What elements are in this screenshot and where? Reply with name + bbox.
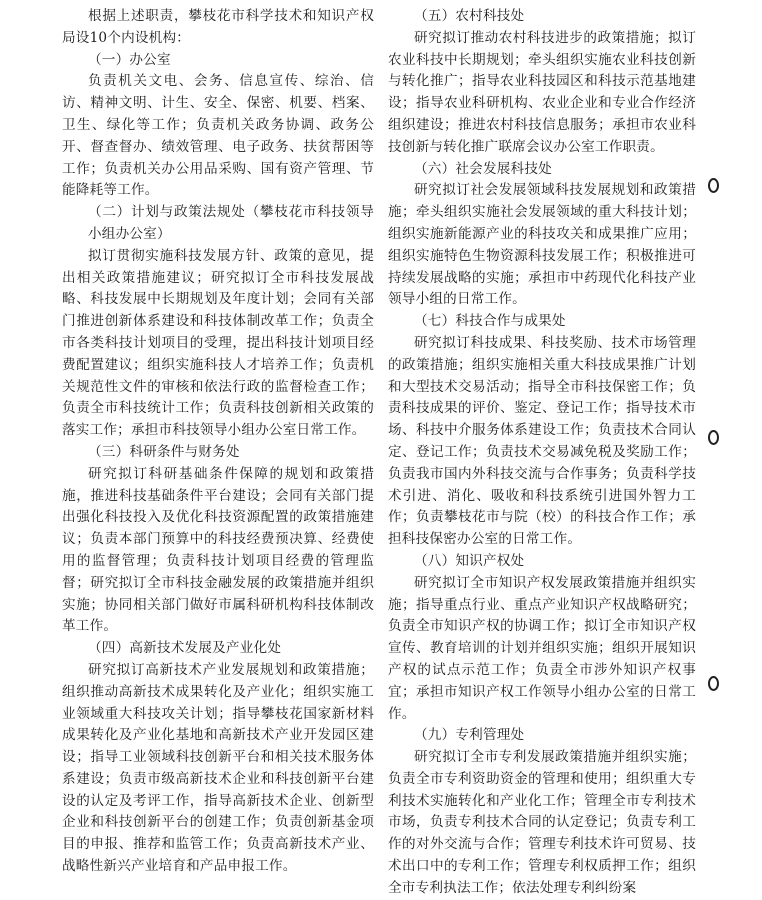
left-text-column [62, 6, 374, 878]
section-heading: （一）办公室 [88, 51, 171, 68]
body-paragraph: 研究拟订全市专利发展政策措施并组织实施；负责全市专利资助资金的管理和使用；组织重大专利技术实施转化和产业化工作；管理全市专利技术市场，负责专利技术合同的认定登记；负责专利工作的对外交流与合作；管理专利技术许可贸易、技术出口中的专利工作；管理专利权质押工作；组织全市专利执法工作；依法处理专利纠纷案 [388, 749, 696, 896]
binding-hole-mark-bottom [708, 676, 719, 691]
binding-hole-mark-middle [708, 430, 719, 445]
section-heading: （六）社会发展科技处 [414, 160, 552, 177]
body-paragraph: 拟订贯彻实施科技发展方针、政策的意见，提出相关政策措施建议；研究拟订全市科技发展战略、科技发展中长期规划及年度计划；会同有关部门推进创新体系建设和科技体制改革工作；负责全市各类科技计划项目的受理，提出科技计划项目经费配置建议；组织实施科技人才培养工作；负责机关规范性文件的审核和依法行政的监督检查工作；负责全市科技统计工作；负责科技创新相关政策的落实工作；承担市科技领导小组办公室日常工作。 [62, 247, 374, 439]
section-heading: （四）高新技术发展及产业化处 [88, 640, 282, 657]
body-paragraph: 研究拟订高新技术产业发展规划和政策措施；组织推动高新技术成果转化及产业化；组织实施工业领域重大科技攻关计划；指导攀枝花国家新材料成果转化及产业化基地和高新技术产业开发园区建设；指导工业领域科技创新平台和相关技术服务体系建设；负责市级高新技术企业和科技创新平台建设的认定及考评工作，指导高新技术企业、创新型企业和科技创新平台的创建工作；负责创新基金项目的申报、推荐和监管工作；负责高新技术产业、战略性新兴产业培育和产品申报工作。 [62, 661, 374, 875]
binding-hole-mark-top [708, 178, 719, 193]
body-paragraph: 研究拟订社会发展领域科技发展规划和政策措施；牵头组织实施社会发展领域的重大科技计划；组织实施新能源产业的科技攻关和成果推广应用；组织实施特色生物资源科技发展工作；积极推进可持续发展战略的实施；承担市中药现代化科技产业领导小组的日常工作。 [388, 182, 696, 308]
section-heading: （二）计划与政策法规处（攀枝花市科技领导小组办公室） [88, 204, 374, 242]
section-heading: （三）科研条件与财务处 [88, 443, 240, 460]
section-heading: （九）专利管理处 [414, 727, 525, 744]
body-paragraph: 研究拟订推动农村科技进步的政策措施；拟订农业科技中长期规划；牵头组织实施农业科技创新与转化推广；指导农业科技园区和科技示范基地建设；指导农业科研机构、农业企业和专业合作经济组织建设；推进农村科技信息服务；承担市农业科技创新与转化推广联席会议办公室工作职责。 [388, 29, 696, 155]
body-paragraph: 负责机关文电、会务、信息宣传、综治、信访、精神文明、计生、安全、保密、机要、档案、卫生、绿化等工作；负责机关政务协调、政务公开、督查督办、绩效管理、电子政务、扶贫帮困等工作；负责机关办公用品采购、国有资产管理、节能降耗等工作。 [62, 73, 374, 199]
section-heading: （七）科技合作与成果处 [414, 313, 566, 330]
body-paragraph: 研究拟订全市知识产权发展政策措施并组织实施；指导重点行业、重点产业知识产权战略研究；负责全市知识产权的协调工作；拟订全市知识产权宣传、教育培训的计划并组织实施；组织开展知识产权的试点示范工作；负责全市涉外知识产权事宜；承担市知识产权工作领导小组办公室的日常工作。 [388, 574, 696, 722]
body-paragraph: 研究拟订科技成果、科技奖励、技术市场管理的政策措施；组织实施相关重大科技成果推广计划和大型技术交易活动；指导全市科技保密工作；负责科技成果的评价、鉴定、登记工作；指导技术市场、科技中介服务体系建设工作；负责技术合同认定、登记工作；负责技术交易减免税及奖励工作；负责我市国内外科技交流与合作事务；负责科学技术引进、消化、吸收和科技系统引进国外智力工作；负责攀枝花市与院（校）的科技合作工作；承担科技保密办公室的日常工作。 [388, 334, 696, 548]
section-heading: （八）知识产权处 [414, 552, 525, 569]
intro-paragraph: 根据上述职责，攀枝花市科学技术和知识产权局设10个内设机构： [62, 8, 374, 46]
section-heading: （五）农村科技处 [414, 8, 525, 24]
right-text-column [388, 6, 696, 900]
body-paragraph: 研究拟订科研基础条件保障的规划和政策措施，推进科技基础条件平台建设；会同有关部门提出强化科技投入及优化科技资源配置的政策措施建议；负责本部门预算中的科技经费预决算、经费使用的监督管理；负责科技计划项目经费的管理监督；研究拟订全市科技金融发展的政策措施并组织实施；协同相关部门做好市属科研机构科技体制改革工作。 [62, 465, 374, 635]
